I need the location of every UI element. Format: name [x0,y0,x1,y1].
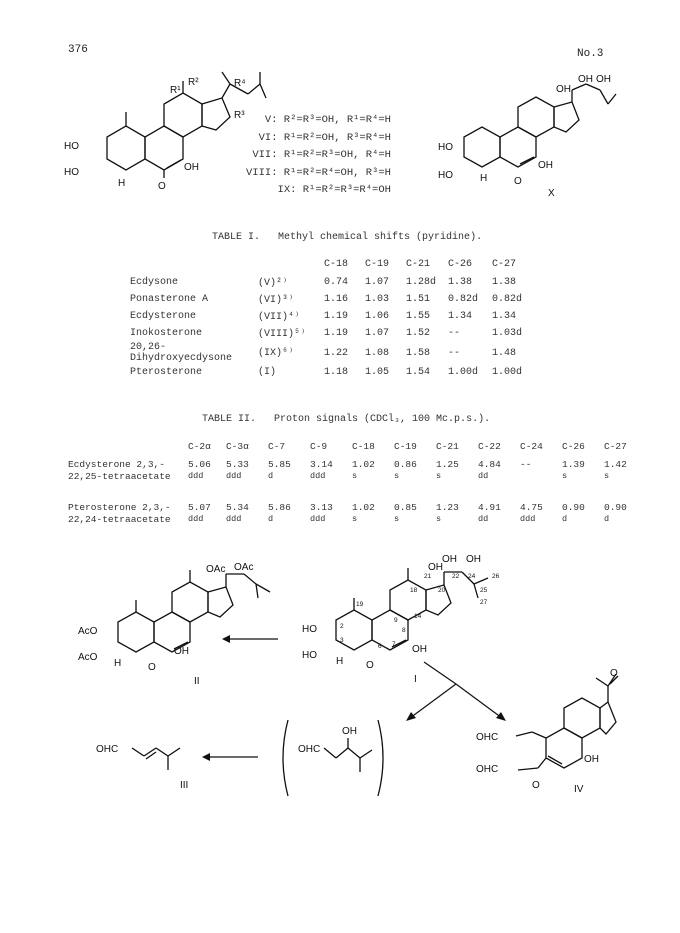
table-row [130,274,532,291]
svg-text:25 [480,587,488,594]
carbon-number-20: 20 [438,587,446,594]
table1-cell: 1.05 [365,367,390,378]
table-row [68,458,636,471]
svg-text:OH [184,162,199,173]
table1-col-c27: C-27 [492,258,517,270]
carbon-number-22: 22 [452,573,460,580]
svg-text:HO [438,170,453,181]
svg-text:OH [596,74,611,85]
table2-value: 3.14 [310,459,333,470]
table2-value: 1.02 [352,502,375,513]
label-ohc: OHC [96,744,119,755]
table2-mult: ddd [188,471,204,481]
svg-text:OH [556,84,571,95]
label-oh: OH [342,726,357,737]
table2-mult: s [436,471,442,481]
label-oac-24: OAc [234,562,254,573]
table2-mult: s [394,514,400,524]
label-oh-24: OH [466,554,481,565]
svg-text:26 [492,573,500,580]
table1-name: Ecdysterone [130,311,197,322]
table1-header-row [130,254,532,274]
table1-col-c18: C-18 [324,258,349,270]
svg-text:X [548,188,555,199]
svg-text:O [610,668,618,679]
label-o: O [148,662,156,673]
table2-mult: s [604,471,610,481]
table2-mult: s [562,471,568,481]
svg-text:OH [584,754,599,765]
issue-label: No.3 [577,48,604,60]
table1-cell: 1.19 [324,328,349,339]
table1-col-c26: C-26 [448,258,473,270]
svg-text:OH [174,646,189,657]
table2-mult: ddd [310,471,326,481]
table2-col: C-24 [520,440,543,452]
legend-line-vii: VII: R¹=R²=R³=OH, R⁴=H [252,149,391,161]
carbon-number-14: 14 [414,613,422,620]
carbon-number-8: 8 [402,627,406,634]
label-oh-22: OH [442,554,457,565]
compound-label-x: X [548,188,555,199]
table2-col: C-2α [188,440,211,452]
table1-title [212,232,482,243]
structure-intermediate [278,718,388,798]
svg-text:OH [428,562,443,573]
svg-text:OH [442,554,457,565]
table2-value: 1.39 [562,459,585,470]
label-h: H [480,173,488,184]
table2-mult: dd [478,471,489,481]
table2-mult: dd [478,514,489,524]
carbon-number-24: 24 [468,573,476,580]
svg-text:9 [394,617,398,624]
table1-cell: -- [448,347,461,359]
table2-col: C-27 [604,440,627,452]
table2-mult: d [604,514,610,524]
svg-text:3 [340,637,344,644]
label-h: H [118,178,126,189]
svg-text:20 [438,587,446,594]
table1-cell: 1.03 [365,294,390,305]
label-r3: R³ [234,110,245,121]
legend-line-ix: IX: R¹=R²=R³=R⁴=OH [277,184,391,196]
label-o: O [514,176,522,187]
svg-text:R¹ [170,85,181,96]
svg-text:OHC [298,744,320,755]
label-oh: OH [174,646,189,657]
carbon-number-3: 3 [340,637,344,644]
carbon-number-6: 6 [378,643,382,650]
label-o: O [158,181,166,192]
table1-caption: Methyl chemical shifts (pyridine). [278,232,483,243]
svg-text:22 [452,573,460,580]
compound-label-i: I [414,674,417,685]
label-aco-lower: AcO [78,652,98,663]
table1 [130,254,532,381]
table2-col: C-18 [352,440,375,452]
label-oac-22: OAc [206,564,226,575]
label-o: O [366,660,374,671]
svg-text:AcO [78,652,98,663]
table2-value: 0.90 [562,502,585,513]
table1-cell: 1.00d [448,367,479,378]
table1-cell: 0.82d [448,294,479,305]
table2-name: 22,25-tetraacetate [68,471,171,482]
label-h: H [114,658,122,669]
table1-cell: 1.28d [406,277,437,288]
svg-text:O [514,176,522,187]
svg-text:HO [302,650,317,661]
structure-v-ix [62,62,272,202]
table2-caption: Proton signals (CDCl₃, 100 Mc.p.s.). [274,414,491,425]
table2-col: C-21 [436,440,459,452]
table2-value: 5.85 [268,459,291,470]
label-ho-lower: HO [302,650,317,661]
svg-text:O [158,181,166,192]
svg-text:II [194,676,200,687]
table2-col: C-19 [394,440,417,452]
table2-value: 0.90 [604,502,627,513]
table1-ref: (IX)⁶⁾ [258,348,295,359]
table1-cell: 1.38 [492,277,517,288]
label-o-ketone: O [610,668,618,679]
table-row [68,471,636,489]
table1-ref: (V)²⁾ [258,277,289,289]
label-r2: R² [188,77,199,88]
table2 [68,434,636,528]
table1-cell: 0.82d [492,294,523,305]
svg-text:6 [378,643,382,650]
table1-name: Ponasterone A [130,294,209,305]
svg-text:OH [538,160,553,171]
carbon-number-19: 19 [356,601,364,608]
compound-label-ii: II [194,676,200,687]
svg-text:O [532,780,540,791]
table2-value: 4.84 [478,459,501,470]
table2-mult: s [352,471,358,481]
svg-text:OAc [206,564,225,575]
table1-cell: 1.00d [492,367,523,378]
table1-cell: 1.55 [406,311,431,322]
table2-value: 4.75 [520,502,543,513]
table2-name: Ecdysterone 2,3,- [68,459,165,470]
table1-cell: 1.08 [365,347,390,359]
svg-text:19 [356,601,364,608]
table1-ref: (VI)³⁾ [258,294,295,306]
table1-cell: -- [448,328,461,339]
table2-mult: ddd [226,514,242,524]
table1-ref: (VIII)⁵⁾ [258,328,307,340]
svg-text:OHC [476,732,498,743]
svg-text:24 [468,573,476,580]
table1-number: TABLE I. [212,232,261,243]
arrow-to-iii [202,752,262,762]
table2-value: 1.02 [352,459,375,470]
label-ho-upper: HO [302,624,317,635]
table2-value: 1.42 [604,459,627,470]
table1-cell: 1.03d [492,328,523,339]
label-ohc: OHC [298,744,321,755]
table2-value: 5.07 [188,502,211,513]
table1-cell: 1.19 [324,311,349,322]
label-oh-20: OH [556,84,571,95]
carbon-number-26: 26 [492,573,500,580]
carbon-number-2: 2 [340,623,344,630]
svg-text:AcO [78,626,98,637]
table1-name: 20,26-Dihydroxyecdysone [130,342,233,364]
page-number: 376 [68,44,88,56]
table2-value: 5.86 [268,502,291,513]
label-oh-24: OH [596,74,611,85]
svg-text:O [366,660,374,671]
svg-text:OH [412,644,427,655]
table1-cell: 1.52 [406,328,431,339]
table2-mult: s [352,514,358,524]
table2-col: C-7 [268,440,286,452]
structure-ii [78,562,278,692]
svg-text:OH [466,554,481,565]
svg-text:OH [578,74,593,85]
svg-text:O [148,662,156,673]
table1-cell: 1.54 [406,367,431,378]
table2-name: 22,24-tetraacetate [68,514,171,525]
structure-x [438,74,618,202]
compound-label-iv: IV [574,784,584,795]
table2-number: TABLE II. [202,414,257,425]
label-oh-14: OH [412,644,427,655]
label-r4: R⁴ [234,78,246,89]
label-ohc-lower: OHC [476,764,499,775]
svg-text:18 [410,587,418,594]
legend-line-vi: VI: R¹=R²=OH, R³=R⁴=H [258,131,391,144]
svg-text:R³ [234,110,245,121]
table2-mult: ddd [520,514,536,524]
table2-col: C-22 [478,440,501,452]
carbon-number-27: 27 [480,599,488,606]
table2-value: 0.85 [394,502,417,513]
table2-mult: ddd [310,514,326,524]
svg-text:27 [480,599,488,606]
table1-cell: 1.51 [406,294,431,305]
svg-text:III [180,780,188,791]
table2-value: 1.23 [436,502,459,513]
table2-mult: d [562,514,568,524]
table1-cell: 0.74 [324,277,349,288]
svg-text:8 [402,627,406,634]
table1-name: Ecdysone [130,277,179,288]
svg-text:OAc [234,562,253,573]
carbon-number-18: 18 [410,587,418,594]
table2-mult: d [268,514,274,524]
label-aco-upper: AcO [78,626,98,637]
svg-text:HO [64,167,79,178]
table2-mult: ddd [188,514,204,524]
table2-value: 5.34 [226,502,249,513]
label-oh-20: OH [428,562,443,573]
structure-iii [96,734,196,794]
svg-text:HO [438,142,453,153]
table1-ref: (I) [258,367,277,378]
label-ho-lower: HO [64,167,79,178]
svg-text:HO [302,624,317,635]
svg-text:H [114,658,121,669]
carbon-number-7: 7 [392,641,396,648]
table-row [68,501,636,514]
carbon-number-21: 21 [424,573,432,580]
label-h: H [336,656,344,667]
label-ohc-upper: OHC [476,732,499,743]
table-row [130,342,532,364]
table2-col: C-3α [226,440,249,452]
label-oh: OH [184,162,199,173]
table1-cell: 1.07 [365,277,390,288]
table2-value: -- [520,459,532,470]
svg-text:7 [392,641,396,648]
table2-value: 5.33 [226,459,249,470]
svg-text:R⁴ [234,78,246,89]
table1-cell: 1.48 [492,347,517,359]
label-r1: R¹ [170,85,181,96]
table2-col: C-9 [310,440,328,452]
legend-line-viii: VIII: R¹=R²=R⁴=OH, R³=H [246,166,391,179]
label-ho-upper: HO [438,142,453,153]
table-row [68,514,636,528]
svg-text:H [118,178,125,189]
table1-ref: (VII)⁴⁾ [258,311,301,323]
svg-text:OHC [96,744,118,755]
carbon-number-9: 9 [394,617,398,624]
label-ho-upper: HO [64,141,79,152]
table1-cell: 1.06 [365,311,390,322]
compound-label-iii: III [180,780,189,791]
table2-value: 5.06 [188,459,211,470]
table2-value: 0.86 [394,459,417,470]
label-ho-lower: HO [438,170,453,181]
table1-cell: 1.16 [324,294,349,305]
svg-text:2 [340,623,344,630]
svg-text:HO [64,141,79,152]
table1-cell: 1.34 [448,311,473,322]
svg-text:14 [414,613,422,620]
svg-text:H [480,173,487,184]
table-row [130,364,532,381]
table1-cell: 1.34 [492,311,517,322]
arrow-i-to-ii [222,634,282,644]
carbon-number-25: 25 [480,587,488,594]
table1-cell: 1.58 [406,347,431,359]
table1-name: Inokosterone [130,328,203,339]
svg-text:R² [188,77,199,88]
svg-text:21 [424,573,432,580]
svg-text:OH [342,726,357,737]
table1-col-c21: C-21 [406,258,431,270]
structure-iv [476,666,616,796]
table1-name: Pterosterone [130,367,203,378]
legend-line-v: V: R²=R³=OH, R¹=R⁴=H [264,114,391,126]
label-o: O [532,780,540,791]
label-oh-22: OH [578,74,593,85]
table-row [130,325,532,342]
table-row [130,291,532,308]
table1-cell: 1.38 [448,277,473,288]
table2-mult: s [436,514,442,524]
table2-title [202,414,490,425]
svg-text:IV [574,784,584,795]
label-oh-14: OH [538,160,553,171]
table2-mult: d [268,471,274,481]
svg-text:H [336,656,343,667]
svg-text:OHC [476,764,498,775]
table2-value: 4.91 [478,502,501,513]
table1-cell: 1.18 [324,367,349,378]
table2-name: Pterosterone 2,3,- [68,502,171,513]
label-oh: OH [584,754,599,765]
table1-cell: 1.22 [324,347,349,359]
table-row [130,308,532,325]
table2-header-row [68,434,636,458]
table1-cell: 1.07 [365,328,390,339]
table2-value: 3.13 [310,502,333,513]
table1-col-c19: C-19 [365,258,390,270]
table2-mult: s [394,471,400,481]
table2-mult [520,471,562,489]
table2-mult: ddd [226,471,242,481]
table2-value: 1.25 [436,459,459,470]
table2-col: C-26 [562,440,585,452]
